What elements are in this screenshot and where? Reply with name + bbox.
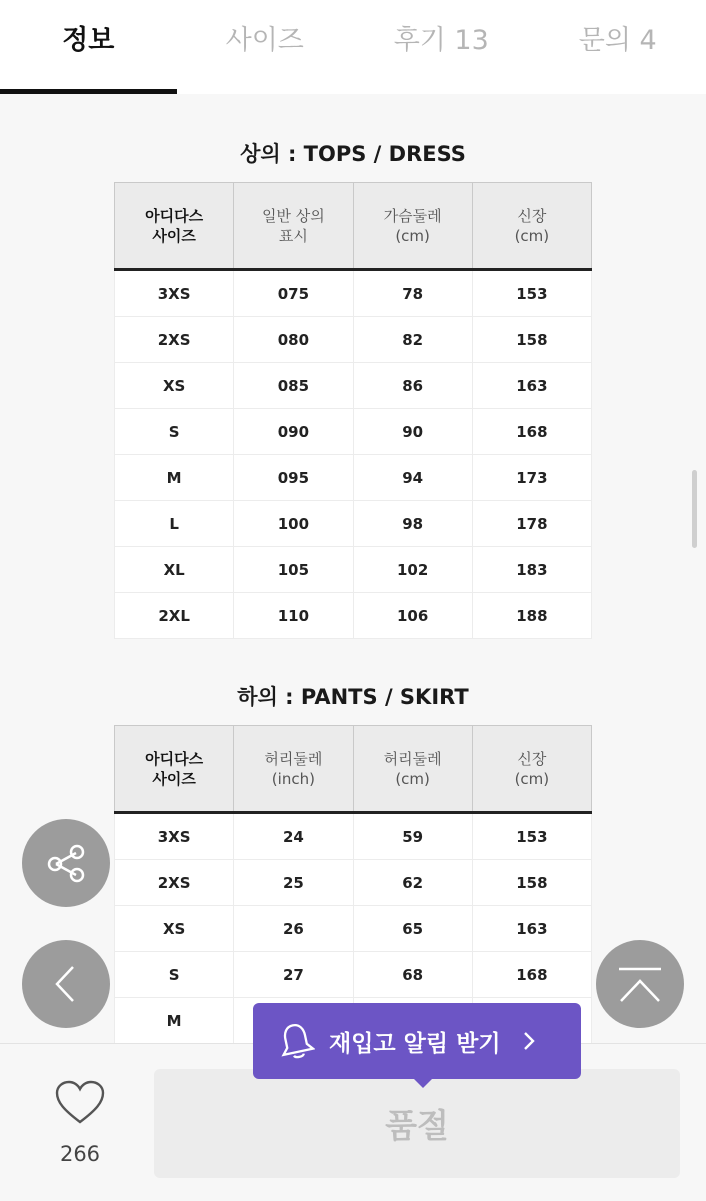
table-cell: 94 [353,455,472,501]
table-cell: 158 [472,860,591,906]
table-header-cell: 신장 (cm) [472,183,591,270]
table-cell: 2XS [115,317,234,363]
tab-size[interactable]: 사이즈 [177,0,354,94]
table-cell: 98 [353,501,472,547]
restock-alert-button[interactable] [253,1003,581,1079]
table-row [115,593,592,639]
table-row [115,409,592,455]
table-cell: 2XS [115,860,234,906]
table-row [115,501,592,547]
table-header-cell: 허리둘레 (inch) [234,726,353,813]
table-header-cell: 허리둘레 (cm) [353,726,472,813]
active-tab-indicator [0,89,177,94]
tab-inquiries[interactable]: 문의 4 [530,0,706,94]
table-cell: 26 [234,906,353,952]
restock-alert-label: 재입고 알림 받기 [329,1025,501,1058]
table-row [115,906,592,952]
table-row [115,813,592,860]
table-cell: M [115,998,234,1044]
table-cell: XS [115,363,234,409]
tops-size-table [114,182,592,639]
table-cell: 25 [234,860,353,906]
table-cell: 163 [472,363,591,409]
table-header-cell: 일반 상의 표시 [234,183,353,270]
table-cell: 68 [353,952,472,998]
table-cell: 86 [353,363,472,409]
wishlist-button[interactable] [40,1080,120,1170]
bell-icon [277,1021,315,1061]
table-cell: 102 [353,547,472,593]
table-cell: 110 [234,593,353,639]
table-cell: 105 [234,547,353,593]
share-button[interactable] [22,819,110,907]
chevron-right-icon [521,1030,537,1052]
table-header-cell: 가슴둘레 (cm) [353,183,472,270]
table-row [115,952,592,998]
table-cell: 158 [472,317,591,363]
table-cell: 153 [472,813,591,860]
scroll-to-top-icon [613,959,667,1009]
table-cell: 27 [234,952,353,998]
tab-bar [0,0,706,94]
table-cell: 82 [353,317,472,363]
heart-icon [54,1080,106,1126]
table-cell: 173 [472,455,591,501]
table-row [115,547,592,593]
bottoms-size-table [114,725,592,1044]
table-cell: 62 [353,860,472,906]
table-cell: 183 [472,547,591,593]
table-header-cell: 아디다스 사이즈 [115,183,234,270]
table-header-row [115,726,592,813]
scrollbar-thumb[interactable] [692,470,697,548]
table-cell: M [115,455,234,501]
table-row [115,363,592,409]
table-cell: 3XS [115,270,234,317]
table-cell: L [115,501,234,547]
table-cell: 24 [234,813,353,860]
table-header-row [115,183,592,270]
table-cell: 106 [353,593,472,639]
table-cell: 085 [234,363,353,409]
table-cell: 59 [353,813,472,860]
scroll-to-top-button[interactable] [596,940,684,1028]
chevron-left-icon [41,959,91,1009]
tab-info[interactable]: 정보 [0,0,177,94]
table-row [115,317,592,363]
table-header-cell: 아디다스 사이즈 [115,726,234,813]
bottoms-section-title: 하의 : PANTS / SKIRT [0,681,706,711]
table-cell: XS [115,906,234,952]
table-cell: XL [115,547,234,593]
table-cell: 163 [472,906,591,952]
table-cell: 168 [472,952,591,998]
tab-reviews[interactable]: 후기 13 [353,0,530,94]
table-cell: 168 [472,409,591,455]
table-cell: S [115,952,234,998]
table-cell: 080 [234,317,353,363]
back-button[interactable] [22,940,110,1028]
tops-section-title: 상의 : TOPS / DRESS [0,138,706,168]
table-cell: 178 [472,501,591,547]
table-cell: 188 [472,593,591,639]
table-cell: 65 [353,906,472,952]
table-cell: 153 [472,270,591,317]
share-icon [41,838,91,888]
table-cell: 090 [234,409,353,455]
table-cell: 095 [234,455,353,501]
table-header-cell: 신장 (cm) [472,726,591,813]
wishlist-count: 266 [40,1142,120,1166]
table-cell: 90 [353,409,472,455]
table-row [115,270,592,317]
table-cell: 78 [353,270,472,317]
table-cell: 075 [234,270,353,317]
table-row [115,455,592,501]
soldout-label: 품절 [385,1100,449,1147]
table-cell: S [115,409,234,455]
table-row [115,860,592,906]
restock-tooltip-pointer [412,1077,434,1088]
table-cell: 2XL [115,593,234,639]
table-cell: 3XS [115,813,234,860]
table-cell: 100 [234,501,353,547]
